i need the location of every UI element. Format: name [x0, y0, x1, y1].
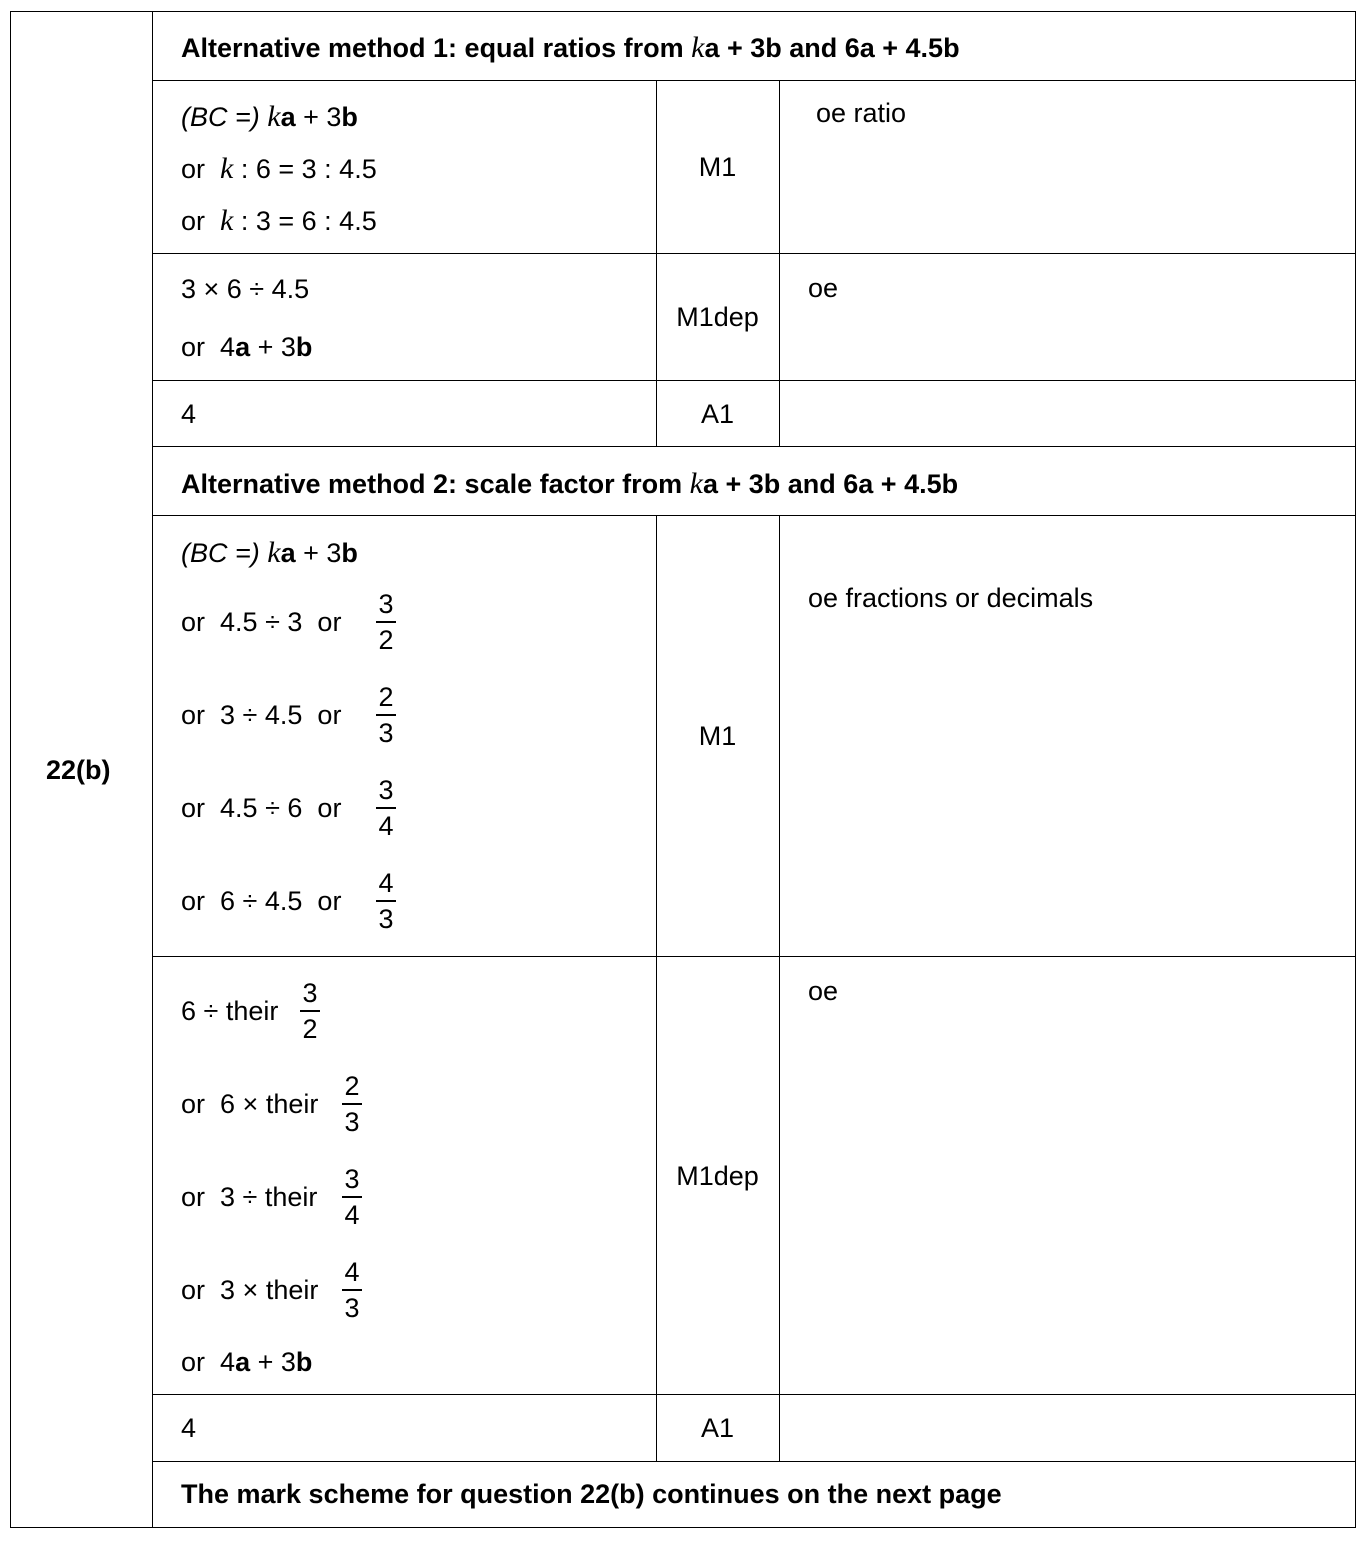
m2-row1-comment: oe fractions or decimals	[808, 583, 1094, 613]
m1-row2-comment: oe	[808, 273, 839, 303]
m2-row2-line3: or 3 ÷ their	[181, 1182, 318, 1212]
m2-row1-fraction: 2 3	[373, 684, 399, 747]
row-divider	[152, 1394, 1355, 1395]
m2-row1-fraction: 4 3	[373, 870, 399, 933]
mark-column-left	[656, 515, 657, 1462]
m1-row1-mark: M1	[698, 152, 737, 182]
m2-row2-fraction: 2 3	[339, 1073, 365, 1136]
m1-row1-line1: (BC =) ka + 3b	[181, 100, 358, 133]
m2-row2-line5: or 4a + 3b	[181, 1347, 313, 1377]
mark-column-left	[656, 80, 657, 447]
m2-row1-line1: (BC =) ka + 3b	[181, 536, 358, 569]
row-divider	[152, 446, 1355, 447]
m2-row2-fraction: 3 4	[339, 1166, 365, 1229]
m2-row2-comment: oe	[808, 976, 839, 1006]
m1-row2-line1: 3 × 6 ÷ 4.5	[181, 274, 310, 304]
m2-row2-fraction: 3 2	[297, 980, 323, 1043]
m2-row2-fraction: 4 3	[339, 1259, 365, 1322]
table-right-border	[1355, 11, 1356, 1528]
m1-row2-line2: or 4a + 3b	[181, 332, 313, 362]
m1-row2-mark: M1dep	[676, 302, 759, 332]
m2-row2-line4: or 3 × their	[181, 1275, 319, 1305]
m2-row1-line3: or 3 ÷ 4.5 or	[181, 700, 342, 730]
row-divider	[152, 380, 1355, 381]
m1-row3-mark: A1	[700, 399, 735, 429]
m2-row1-line4: or 4.5 ÷ 6 or	[181, 793, 342, 823]
m1-row3-answer: 4	[181, 399, 197, 429]
m2-row1-line5: or 6 ÷ 4.5 or	[181, 886, 342, 916]
question-column-divider	[152, 11, 153, 1528]
table-bottom-border	[10, 1527, 1355, 1528]
row-divider	[152, 515, 1355, 516]
m1-row1-comment: oe ratio	[816, 98, 907, 128]
m2-row1-line2: or 4.5 ÷ 3 or	[181, 607, 342, 637]
m2-row1-fraction: 3 2	[373, 591, 399, 654]
m2-row2-line1: 6 ÷ their	[181, 996, 279, 1026]
row-divider	[152, 253, 1355, 254]
m2-row1-mark: M1	[698, 721, 737, 751]
m2-row2-mark: M1dep	[676, 1161, 759, 1191]
m2-row3-mark: A1	[700, 1413, 735, 1443]
m1-row1-line2: or k : 6 = 3 : 4.5	[181, 152, 377, 185]
m2-row1-fraction: 3 4	[373, 777, 399, 840]
row-divider	[152, 80, 1355, 81]
method2-heading: Alternative method 2: scale factor from ka + 3b and 6a + 4.5b	[181, 467, 959, 500]
m2-row3-answer: 4	[181, 1413, 197, 1443]
row-divider	[152, 1461, 1355, 1462]
mark-column-right	[779, 515, 780, 1462]
mark-column-right	[779, 80, 780, 447]
row-divider	[152, 956, 1355, 957]
m1-row1-line3: or k : 3 = 6 : 4.5	[181, 204, 377, 237]
question-number: 22(b)	[46, 755, 111, 785]
method1-heading: Alternative method 1: equal ratios from ka + 3b and 6a + 4.5b	[181, 31, 960, 64]
table-top-border	[10, 11, 1355, 12]
m2-row2-line2: or 6 × their	[181, 1089, 319, 1119]
continuation-note: The mark scheme for question 22(b) continues on the next page	[181, 1479, 1002, 1509]
table-left-border	[10, 11, 11, 1528]
